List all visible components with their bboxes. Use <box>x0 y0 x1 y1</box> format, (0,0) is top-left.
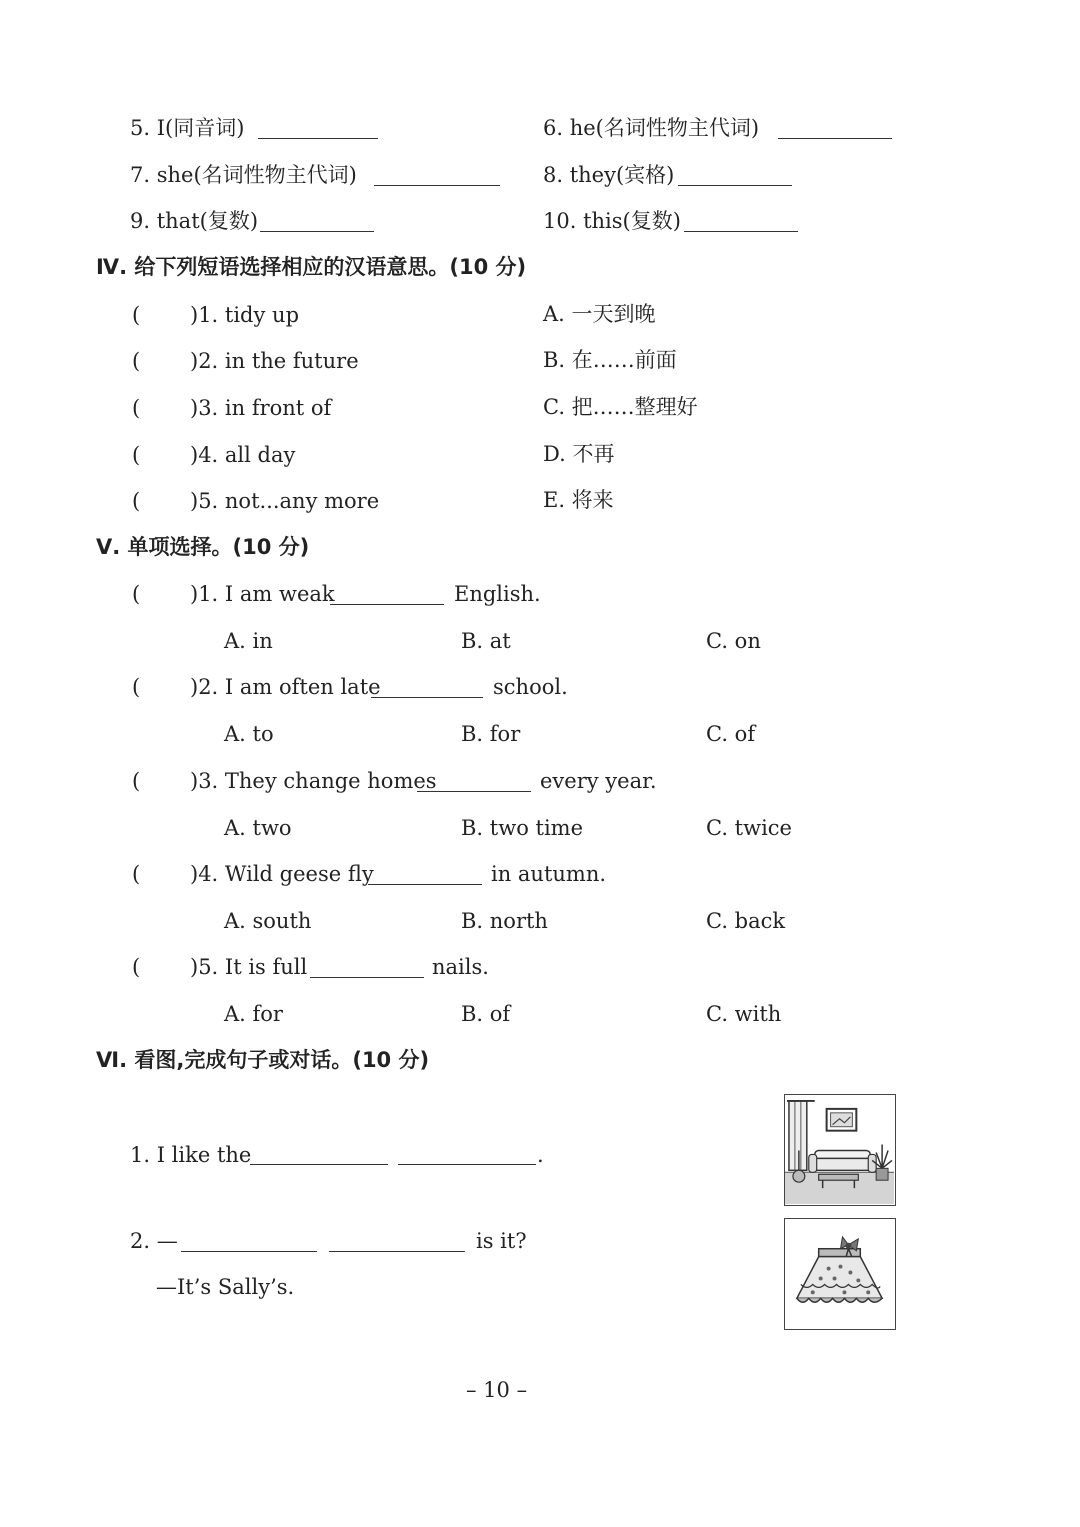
mc-question-4: )4. Wild geese fly <box>190 862 374 886</box>
page-number: – 10 – <box>466 1378 528 1402</box>
option-a[interactable]: A. for <box>224 1002 283 1026</box>
section-5-title: Ⅴ. 单项选择。(10 分) <box>96 535 310 559</box>
mc-question-3-end: every year. <box>540 769 657 793</box>
skirt-illustration <box>785 1219 894 1328</box>
sentence-period: . <box>537 1143 544 1167</box>
answer-blank-5[interactable] <box>258 138 378 139</box>
mc-blank-5[interactable] <box>310 977 424 978</box>
answer-blank-9[interactable] <box>260 231 374 232</box>
question-10: 10. this(复数) <box>543 209 681 233</box>
picture-blank-1b[interactable] <box>398 1164 536 1165</box>
meaning-d: D. 不再 <box>543 442 615 466</box>
answer-paren[interactable]: ( <box>132 349 141 373</box>
answer-blank-8[interactable] <box>678 185 792 186</box>
answer-paren[interactable]: ( <box>132 675 141 699</box>
picture-blank-2b[interactable] <box>329 1251 465 1252</box>
answer-blank-6[interactable] <box>778 138 892 139</box>
option-c[interactable]: C. twice <box>706 816 792 840</box>
question-7: 7. she(名词性物主代词) <box>130 163 357 187</box>
option-a[interactable]: A. two <box>224 816 292 840</box>
picture-blank-2a[interactable] <box>181 1251 317 1252</box>
mc-question-1: )1. I am weak <box>190 582 335 606</box>
mc-question-5-end: nails. <box>432 955 489 979</box>
phrase-1: )1. tidy up <box>190 303 300 327</box>
living-room-illustration <box>785 1095 894 1204</box>
phrase-3: )3. in front of <box>190 396 332 420</box>
option-a[interactable]: A. in <box>224 629 273 653</box>
answer-paren[interactable]: ( <box>132 955 141 979</box>
question-9: 9. that(复数) <box>130 209 259 233</box>
picture-question-2-end: is it? <box>476 1229 527 1253</box>
option-c[interactable]: C. with <box>706 1002 782 1026</box>
mc-question-4-end: in autumn. <box>491 862 607 886</box>
answer-paren[interactable]: ( <box>132 769 141 793</box>
phrase-4: )4. all day <box>190 443 296 467</box>
mc-question-3: )3. They change homes <box>190 769 437 793</box>
answer-paren[interactable]: ( <box>132 303 141 327</box>
phrase-2: )2. in the future <box>190 349 359 373</box>
mc-blank-1[interactable] <box>330 604 444 605</box>
option-a[interactable]: A. to <box>224 722 274 746</box>
mc-blank-2[interactable] <box>371 697 483 698</box>
mc-blank-3[interactable] <box>417 791 531 792</box>
picture-question-2: 2. — <box>130 1229 178 1253</box>
answer-paren[interactable]: ( <box>132 396 141 420</box>
answer-blank-10[interactable] <box>684 231 798 232</box>
option-c[interactable]: C. on <box>706 629 761 653</box>
question-5: 5. I(同音词) <box>130 116 245 140</box>
meaning-a: A. 一天到晚 <box>543 302 656 326</box>
question-8: 8. they(宾格) <box>543 163 675 187</box>
picture-blank-1a[interactable] <box>250 1164 388 1165</box>
meaning-e: E. 将来 <box>543 488 614 512</box>
meaning-c: C. 把……整理好 <box>543 395 698 419</box>
answer-paren[interactable]: ( <box>132 582 141 606</box>
phrase-5: )5. not...any more <box>190 489 380 513</box>
answer-paren[interactable]: ( <box>132 443 141 467</box>
mc-question-2-end: school. <box>493 675 568 699</box>
option-b[interactable]: B. for <box>461 722 521 746</box>
option-b[interactable]: B. at <box>461 629 511 653</box>
picture-question-1: 1. I like the <box>130 1143 252 1167</box>
dialogue-answer: —It’s Sally’s. <box>156 1275 295 1299</box>
option-a[interactable]: A. south <box>224 909 312 933</box>
section-4-title: Ⅳ. 给下列短语选择相应的汉语意思。(10 分) <box>96 255 527 279</box>
answer-blank-7[interactable] <box>374 185 500 186</box>
mc-question-5: )5. It is full <box>190 955 308 979</box>
answer-paren[interactable]: ( <box>132 862 141 886</box>
mc-blank-4[interactable] <box>368 884 482 885</box>
answer-paren[interactable]: ( <box>132 489 141 513</box>
mc-question-2: )2. I am often late <box>190 675 381 699</box>
skirt-picture <box>784 1218 896 1330</box>
option-b[interactable]: B. north <box>461 909 548 933</box>
meaning-b: B. 在……前面 <box>543 348 677 372</box>
option-b[interactable]: B. of <box>461 1002 511 1026</box>
question-6: 6. he(名词性物主代词) <box>543 116 760 140</box>
mc-question-1-end: English. <box>454 582 541 606</box>
option-c[interactable]: C. of <box>706 722 756 746</box>
section-6-title: Ⅵ. 看图,完成句子或对话。(10 分) <box>96 1048 430 1072</box>
option-c[interactable]: C. back <box>706 909 786 933</box>
option-b[interactable]: B. two time <box>461 816 584 840</box>
living-room-picture <box>784 1094 896 1206</box>
